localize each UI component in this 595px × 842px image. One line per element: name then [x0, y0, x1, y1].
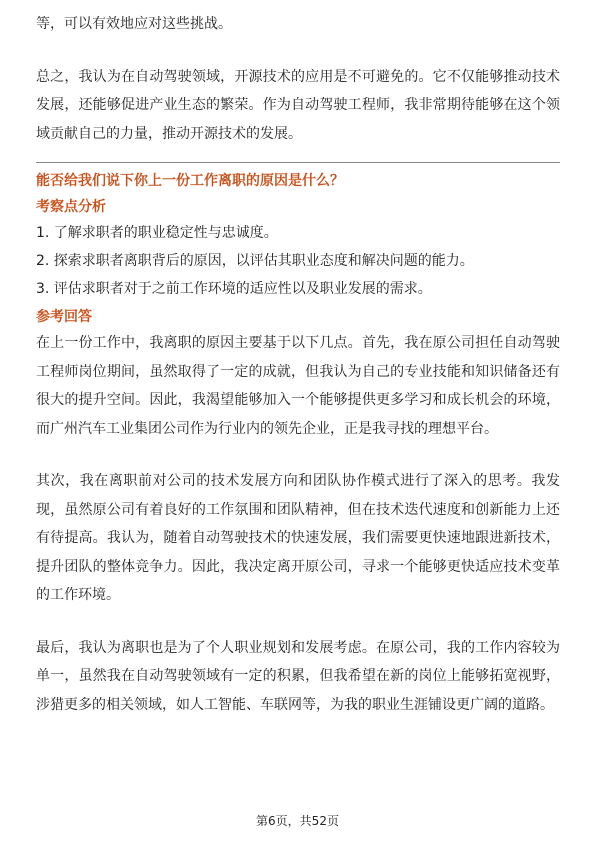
analysis-item: 2. 探索求职者离职背后的原因，以评估其职业态度和解决问题的能力。 — [36, 253, 474, 269]
answer-title: 参考回答 — [36, 309, 92, 325]
intro-line: 等，可以有效地应对这些挑战。 — [36, 16, 232, 32]
page-number: 第6页，共52页 — [256, 814, 339, 828]
analysis-title: 考察点分析 — [36, 199, 106, 215]
conclusion-paragraph: 总之，我认为在自动驾驶领域，开源技术的应用是不可避免的。它不仅能够推动技术发展，还能够促进产业生态的繁荣。作为自动驾驶工程师，我非常期待能够在这个领域贡献自己的力量，推动开源技术的发展。 — [36, 68, 560, 142]
answer-paragraph: 其次，我在离职前对公司的技术发展方向和团队协作模式进行了深入的思考。我发现，虽然原公司有着良好的工作氛围和团队精神，但在技术迭代速度和创新能力上还有待提高。我认为，随着自动驾驶技术的快速发展，我们需要更快速地跟进新技术，提升团队的整体竞争力。因此，我决定离开原公司，寻求一个能够更快适应技术变革的工作环境。 — [36, 473, 560, 603]
answer-paragraph: 最后，我认为离职也是为了个人职业规划和发展考虑。在原公司，我的工作内容较为单一，虽然我在自动驾驶领域有一定的积累，但我希望在新的岗位上能够拓宽视野，涉猎更多的相关领域，如人工智能、车联网等，为我的职业生涯铺设更广阔的道路。 — [36, 639, 560, 713]
section-divider — [36, 162, 560, 163]
answer-paragraph: 在上一份工作中，我离职的原因主要基于以下几点。首先，我在原公司担任自动驾驶工程师岗位期间，虽然取得了一定的成就，但我认为自己的专业技能和知识储备还有很大的提升空间。因此，我渴望能够加入一个能够提供更多学习和成长机会的环境，而广州汽车工业集团公司作为行业内的领先企业，正是我寻找的理想平台。 — [36, 335, 560, 437]
page-content — [36, 10, 560, 719]
analysis-item: 1. 了解求职者的职业稳定性与忠诚度。 — [36, 225, 278, 241]
analysis-item: 3. 评估求职者对于之前工作环境的适应性以及职业发展的需求。 — [36, 281, 432, 297]
question-heading: 能否给我们说下你上一份工作离职的原因是什么？ — [36, 173, 344, 189]
